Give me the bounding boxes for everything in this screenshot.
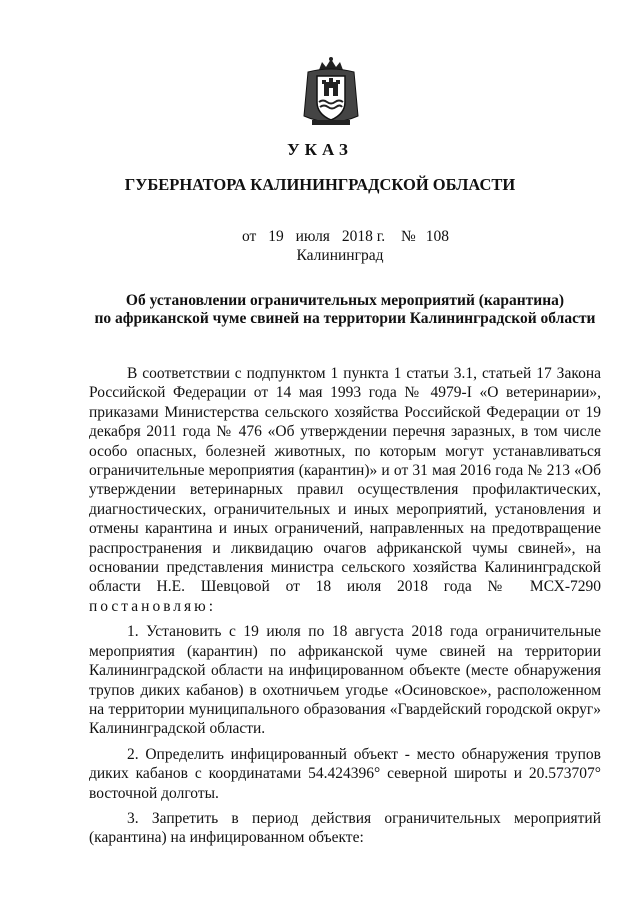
date-year: 2018 г. [341,228,386,245]
issuer-title: ГУБЕРНАТОРА КАЛИНИНГРАДСКОЙ ОБЛАСТИ [124,175,516,194]
document-body [89,364,601,848]
coat-of-arms-icon [302,56,360,130]
decree-word: постановляю: [89,597,217,615]
clause-3: 3. Запретить в период действия ограничительных мероприятий (карантина) на инфицированном объекте: [89,809,601,847]
clause-1: 1. Установить с 19 июля по 18 августа 2018 года ограничительные мероприятия (карантин) по африканской чуме свиней на территории Калининградской области на инфицированном объекте (месте обнаружения трупов диких кабанов) в охотничьем угодье «Осиновское», расположенном на территории муниципального образования «Гвардейский городской округ» Калининградской области. [89,623,601,738]
preamble-paragraph [89,364,601,616]
document-title: УКАЗ [287,140,353,159]
city-name: Калининград [296,247,384,264]
date-prefix: от [242,228,257,245]
document-number: 108 [425,228,449,245]
number-label: № [401,228,416,245]
date-day: 19 [268,228,284,245]
subject-line-2: по африканской чуме свиней на территории Калининградской области [94,310,596,327]
clause-2: 2. Определить инфицированный объект - место обнаружения трупов диких кабанов с координатами 54.424396° северной широты и 20.573707° восточной долготы. [89,745,601,802]
document-subject [85,292,605,328]
subject-line-1: Об установлении ограничительных мероприятий (карантина) [125,292,565,309]
preamble-text: В соответствии с подпунктом 1 пункта 1 статьи 3.1, статьей 17 Закона Российской Федерации от 14 мая 1993 года № 4979-I «О ветеринарии», приказами Министерства сельского хозяйства Российской Федерации от 19 декабря 2011 года № 476 «Об утверждении перечня заразных, в том числе особо опасных, болезней животных, по которым могут устанавливаться ограничительные мероприятия (карантин)» и от 31 мая 2016 года № 213 «Об утверждении ветеринарных правил осуществления профилактических, диагностических, ограничительных и иных мероприятий, установления и отмены карантина и иных ограничений, направленных на предотвращение распространения и ликвидацию очагов африканской чумы свиней», на основании представления министра сельского хозяйства Калининградской области Н.Е. Шевцовой от 18 июля 2018 года № МСХ-7290 [89,365,601,596]
date-month: июля [295,228,330,245]
date-line [242,228,449,246]
